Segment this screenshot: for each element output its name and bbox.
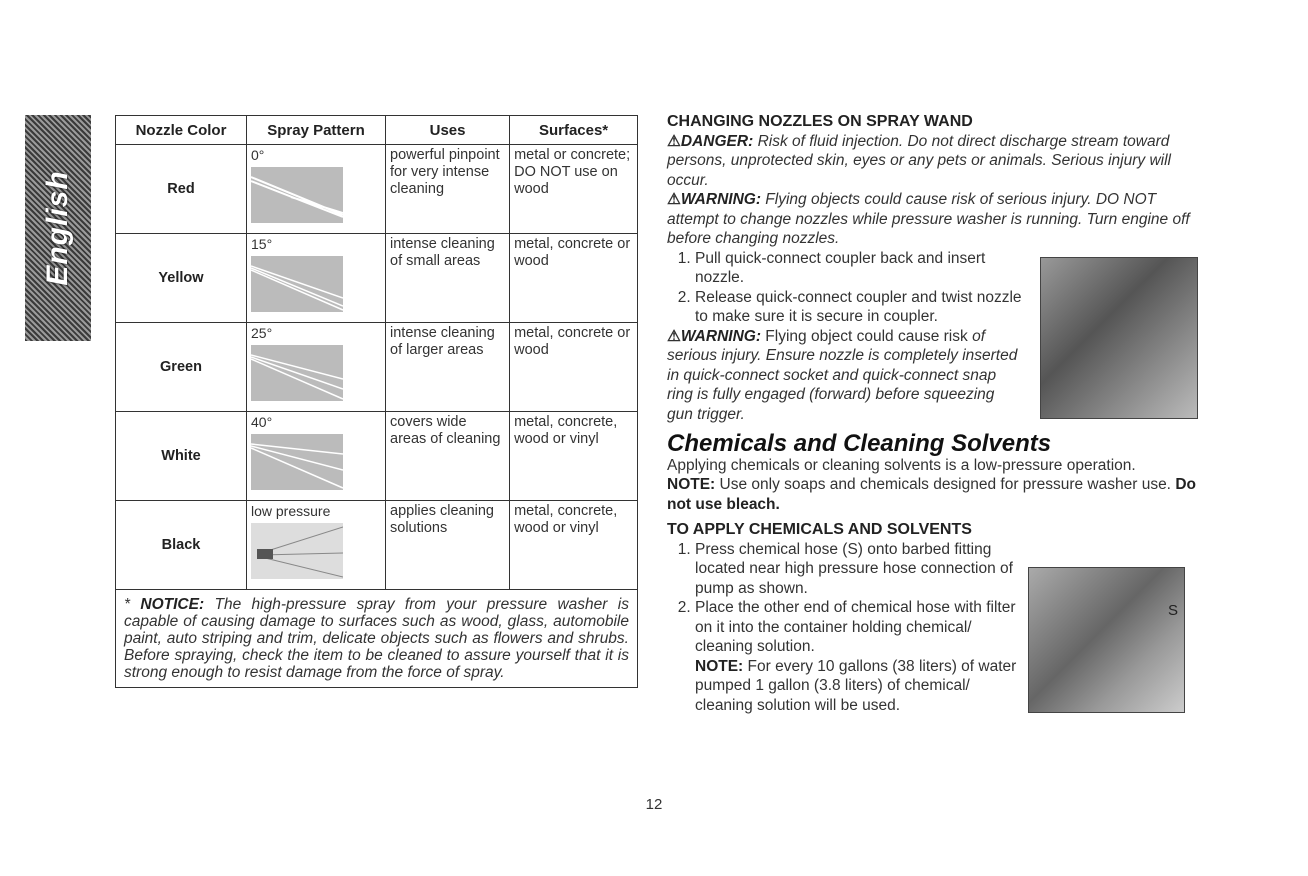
callout-s-label: S — [1168, 602, 1179, 619]
list-item: 1. Press chemical hose (S) onto barbed fitting located near high pressure hose connection of pump as shown. — [695, 540, 1022, 599]
spray-angle: 25° — [251, 325, 273, 341]
table-header-row — [116, 116, 638, 145]
table-row — [116, 501, 638, 590]
table-row — [116, 412, 638, 501]
language-tab — [25, 115, 91, 341]
warning1-paragraph — [667, 190, 1195, 249]
note1-label: NOTE: — [667, 476, 716, 493]
spray-pattern-cell — [247, 145, 386, 234]
spray-pattern-image — [251, 434, 343, 490]
list-item: 2. Release quick-connect coupler and twist nozzle to make sure it is secure in coupler. — [695, 288, 1022, 327]
spray-angle: low pressure — [251, 503, 331, 519]
notice-mark: * — [124, 596, 131, 613]
warning-triangle-icon: ⚠ — [667, 327, 681, 345]
header-uses: Uses — [386, 116, 510, 145]
uses-cell: covers wide areas of cleaning — [386, 412, 510, 501]
uses-cell: powerful pinpoint for very intense cleaning — [386, 145, 510, 234]
spray-pattern-cell — [247, 412, 386, 501]
notice-label: NOTICE: — [140, 596, 205, 613]
nozzle-color-cell: Yellow — [116, 234, 247, 323]
nozzle-color-cell: White — [116, 412, 247, 501]
list-item: 1. Pull quick-connect coupler back and insert nozzle. — [695, 249, 1022, 288]
nozzle-color-cell: Green — [116, 323, 247, 412]
warning1-label: WARNING: — [680, 191, 761, 208]
chemical-hose-photo — [1028, 567, 1185, 713]
spray-pattern-image — [251, 345, 343, 401]
table-row — [116, 323, 638, 412]
spray-pattern-image — [251, 523, 343, 579]
coupler-photo — [1040, 257, 1198, 419]
warning2-paragraph — [667, 327, 1022, 425]
surfaces-cell: metal, concrete or wood — [510, 323, 638, 412]
section-heading-apply-chemicals: TO APPLY CHEMICALS AND SOLVENTS — [667, 521, 972, 538]
note1-bold: Do not use bleach. — [667, 476, 1196, 513]
language-tab-label: English — [41, 170, 74, 286]
nozzle-table — [115, 115, 638, 688]
notice-row — [116, 590, 638, 688]
warning-triangle-icon: ⚠ — [667, 132, 681, 150]
chemicals-intro: Applying chemicals or cleaning solvents is a low-pressure operation. — [667, 456, 1136, 474]
surfaces-cell: metal, concrete, wood or vinyl — [510, 501, 638, 590]
warning2-label: WARNING: — [680, 327, 761, 345]
header-spray-pattern: Spray Pattern — [247, 116, 386, 145]
uses-cell: applies cleaning solutions — [386, 501, 510, 590]
nozzle-color-cell: Red — [116, 145, 247, 234]
page-number: 12 — [645, 796, 663, 813]
uses-cell: intense cleaning of larger areas — [386, 323, 510, 412]
note2-paragraph — [667, 657, 1022, 716]
table-row — [116, 234, 638, 323]
header-surfaces: Surfaces* — [510, 116, 638, 145]
list-item: 2. Place the other end of chemical hose with filter on it into the container holding chemical/ cleaning solution. — [695, 598, 1022, 657]
section-heading-changing-nozzles: CHANGING NOZZLES ON SPRAY WAND — [667, 113, 973, 130]
uses-cell: intense cleaning of small areas — [386, 234, 510, 323]
spray-pattern-image — [251, 256, 343, 312]
chemicals-heading: Chemicals and Cleaning Solvents — [667, 430, 1052, 457]
note1-text: Use only soaps and chemicals designed for pressure washer use. — [719, 476, 1171, 493]
warning-triangle-icon: ⚠ — [667, 191, 681, 208]
surfaces-cell: metal, concrete or wood — [510, 234, 638, 323]
nozzle-steps-block — [667, 249, 1022, 425]
spray-angle: 0° — [251, 147, 265, 163]
note2-text: For every 10 gallons (38 liters) of water pumped 1 gallon (3.8 liters) of chemical/ cleaning solution will be used. — [695, 657, 1017, 714]
danger-text: Risk of fluid injection. Do not direct discharge stream toward persons, unprotected skin, eyes or any pets or animals. Serious injury will occur. — [667, 132, 1171, 189]
danger-paragraph — [667, 132, 1197, 191]
note1-paragraph — [667, 475, 1197, 514]
note2-label: NOTE: — [695, 657, 744, 675]
header-nozzle-color: Nozzle Color — [116, 116, 247, 145]
surfaces-cell: metal or concrete; DO NOT use on wood — [510, 145, 638, 234]
spray-pattern-cell — [247, 234, 386, 323]
nozzle-color-cell: Black — [116, 501, 247, 590]
spray-angle: 15° — [251, 236, 273, 252]
notice-cell — [116, 590, 638, 688]
warning2-text: of serious injury. Ensure nozzle is completely inserted in quick-connect socket and quick-connect snap ring is fully engaged (forward) before squeezing gun trigger. — [667, 327, 1018, 423]
notice-text: The high-pressure spray from your pressure washer is capable of causing damage to surfaces such as wood, glass, automobile paint, auto striping and trim, delicate objects such as flowers and shrubs. Before spraying, check the item to be cleaned to assure yourself that it is strong enough to resist damage from the force of spray. — [124, 596, 629, 681]
table-row — [116, 145, 638, 234]
chemical-steps-block — [667, 540, 1022, 716]
nozzle-steps-list — [667, 249, 1022, 327]
warning1-text: Flying objects could cause risk of serious injury. DO NOT attempt to change nozzles while pressure washer is running. Turn engine off before changing nozzles. — [667, 191, 1190, 247]
spray-pattern-image — [251, 167, 343, 223]
spray-pattern-cell — [247, 323, 386, 412]
spray-angle: 40° — [251, 414, 273, 430]
spray-pattern-cell — [247, 501, 386, 590]
warning2-lead: Flying object could cause risk — [765, 327, 968, 345]
chemical-steps-list — [667, 540, 1022, 657]
surfaces-cell: metal, concrete, wood or vinyl — [510, 412, 638, 501]
danger-label: DANGER: — [680, 132, 754, 150]
